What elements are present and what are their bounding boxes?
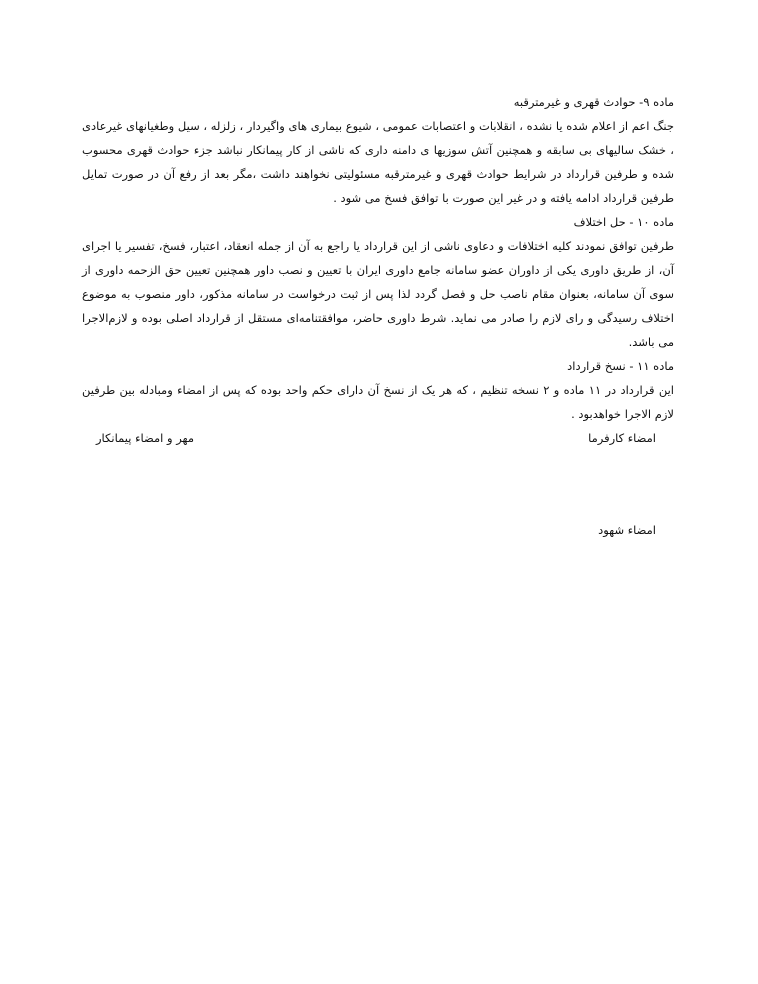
article-9-heading: ماده ۹- حوادث قهری و غیرمترقبه bbox=[513, 95, 674, 109]
article-10-body: طرفین توافق نمودند کلیه اختلافات و دعاوی ناشی از این قرارداد یا راجع به آن از جمله انعقاد، اعتبار، فسخ، تفسیر یا اجرای آن، از طریق داوری یکی از داوران عضو سامانه جامع داوری ایران با تعیین و نصب داور همچنین تعیین حق الزحمه داوری از سوی آن سامانه، بعنوان مقام ناصب حل و فصل گردد لذا پس از ثبت درخواست در سامانه مذکور، داور منصوب به موضوع اختلاف رسیدگی و رای لازم را صادر می نماید. شرط داوری حاضر، موافقتنامه‌ای مستقل از قرارداد اصلی بوده و لازم‌الاجرا می باشد. bbox=[82, 239, 674, 349]
article-11-heading: ماده ۱۱ - نسخ قرارداد bbox=[567, 359, 674, 373]
contractor-signature-label: مهر و امضاء پیمانکار bbox=[96, 431, 194, 445]
signature-row bbox=[82, 426, 656, 450]
contract-text bbox=[82, 90, 674, 426]
article-10-heading: ماده ۱۰ - حل اختلاف bbox=[573, 215, 674, 229]
article-9-body: جنگ اعم از اعلام شده یا نشده ، انقلابات و اعتصابات عمومی ، شیوع بیماری های واگیردار ، زلزله ، سیل وطغیانهای غیرعادی ، خشک سالیهای بی سابقه و همچنین آتش سوزیها ی دامنه داری که ناشی از کار پیمانکار نباشد جزء حوادث قهری محسوب شده و طرفین قرارداد در شرایط حوادث قهری و غیرمترقبه مسئولیتی نخواهند داشت ،مگر بعد از رفع آن در صورت تمایل طرفین قرارداد ادامه یافته و در غیر این صورت با توافق فسخ می شود . bbox=[82, 119, 674, 205]
witnesses-signature-label: امضاء شهود bbox=[598, 523, 656, 537]
employer-signature-label: امضاء کارفرما bbox=[588, 431, 656, 445]
article-11-body: این قرارداد در ۱۱ ماده و ۲ نسخه تنظیم ، که هر یک از نسخ آن دارای حکم واحد بوده که پس از امضاء ومبادله بین طرفین لازم الاجرا خواهدبود . bbox=[82, 383, 674, 421]
